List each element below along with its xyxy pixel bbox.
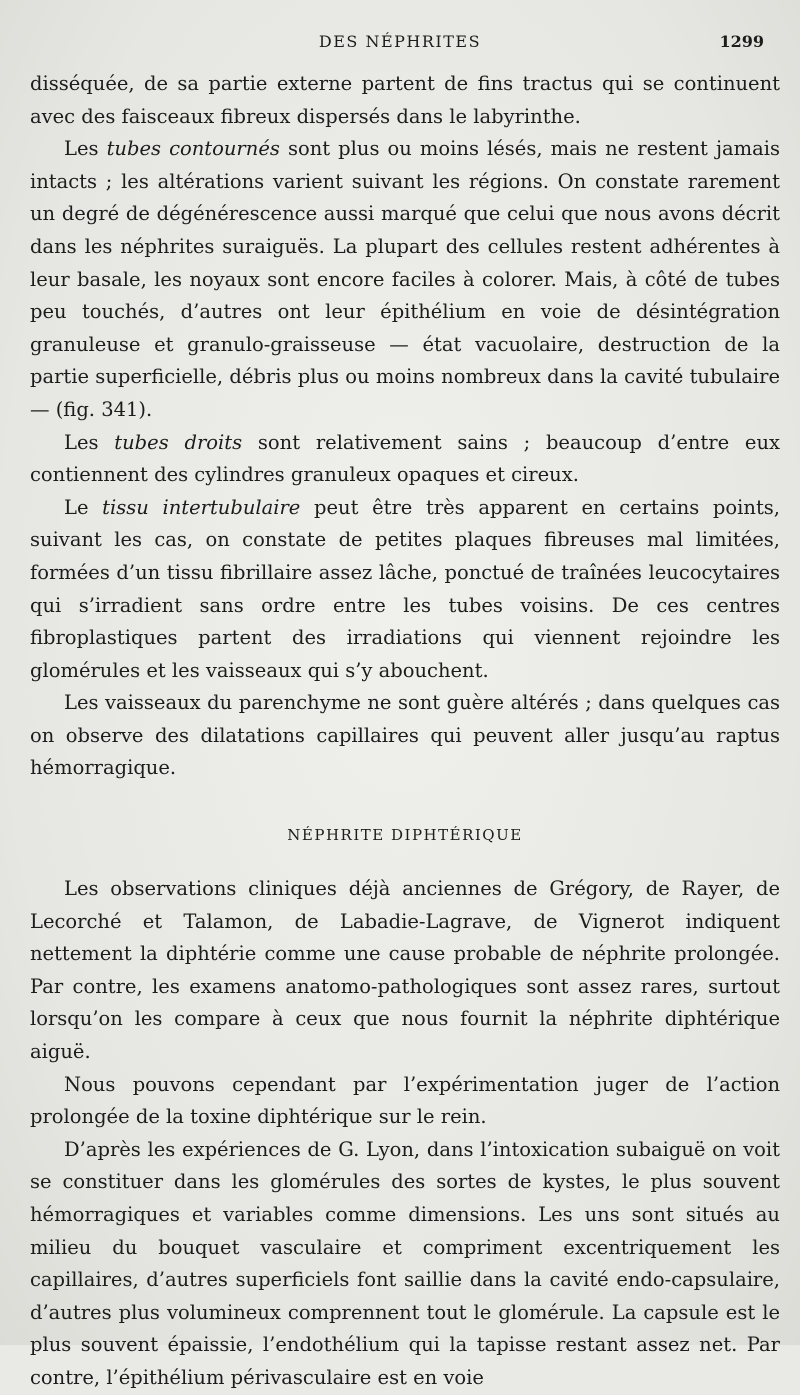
term-tubes-droits: tubes droits: [114, 430, 243, 454]
term-tubes-contournes: tubes contournés: [106, 137, 280, 161]
paragraph-observations: Les observations cliniques déjà anciennes de Grégory, de Rayer, de Lecorché et Talamon, de Labadie-Lagrave, de Vignerot indiquent nettement la diphtérie comme une cause probable de néphrite prolongée. Par contre, les examens anatomo-pathologiques sont assez rares, surtout lorsqu’on les compare à ceux que nous fournit la néphrite diphtérique aiguë.: [30, 877, 780, 1064]
paragraph-lead: Les: [64, 137, 107, 161]
term-tissu-intertubulaire: tissu intertubulaire: [102, 495, 301, 519]
paragraph-experiences-lyon: D’après les expériences de G. Lyon, dans l’intoxication subaiguë on voit se constituer dans les glomérules des sortes de kystes, le plus souvent hémorragiques et variables comme dimensions. Les uns sont situés au milieu du bouquet vasculaire et compriment excentriquement les capillaires, d’autres superficiels font saillie dans la cavité endo-capsulaire, d’autres plus volumineux comprennent tout le glomérule. La capsule est le plus souvent épaissie, l’endothélium qui la tapisse restant assez net. Par contre, l’épithélium périvasculaire est en voie: [30, 1137, 780, 1389]
paragraph-experimentation: Nous pouvons cependant par l’expérimentation juger de l’action prolongée de la toxine diphtérique sur le rein.: [30, 1072, 780, 1129]
paragraph-tissu-intertubulaire: [30, 492, 780, 688]
paragraph-1: disséquée, de sa partie externe partent de fins tractus qui se continuent avec des faisceaux fibreux dispersés dans le labyrinthe.: [30, 72, 780, 128]
paragraph-vaisseaux: Les vaisseaux du parenchyme ne sont guère altérés ; dans quelques cas on observe des dilatations capillaires qui peuvent aller jusqu’au raptus hémorragique.: [30, 691, 780, 780]
paragraph-lead: Les: [64, 430, 115, 454]
running-title: DES NÉPHRITES: [318, 32, 482, 51]
paragraph-text: peut être très apparent en certains points, suivant les cas, on constate de petites plaques fibreuses mal limitées, formées d’un tissu fibrillaire assez lâche, ponctué de traînées leucocytaires qui s’irradient sans ordre entre les tubes voisins. De ces centres fibroplastiques partent des irradiations qui viennent rejoindre les glomérules et les vaisseaux qui s’y abouchent.: [30, 495, 780, 682]
paragraph-lead: Le: [64, 495, 103, 519]
page-number: 1299: [719, 32, 764, 51]
section-title: NÉPHRITE DIPHTÉRIQUE: [287, 826, 523, 845]
body-text: [30, 68, 780, 1395]
paragraph-tubes-contournes: [30, 133, 780, 426]
paragraph-text: sont plus ou moins lésés, mais ne restent jamais intacts ; les altérations varient suivant les régions. On constate rarement un degré de dégénérescence aussi marqué que celui que nous avons décrit dans les néphrites suraiguës. La plupart des cellules restent adhérentes à leur basale, les noyaux sont encore faciles à colorer. Mais, à côté de tubes peu touchés, d’autres ont leur épithélium en voie de désintégration granuleuse et granulo-graisseuse — état vacuolaire, destruction de la partie superficielle, débris plus ou moins nombreux dans la cavité tubulaire — (fig. 341).: [30, 137, 780, 421]
paragraph-tubes-droits: [30, 427, 780, 492]
page-header: [0, 30, 800, 56]
paragraph-text: sont relativement sains ; beaucoup d’entre eux contiennent des cylindres granuleux opaques et cireux.: [30, 430, 780, 487]
